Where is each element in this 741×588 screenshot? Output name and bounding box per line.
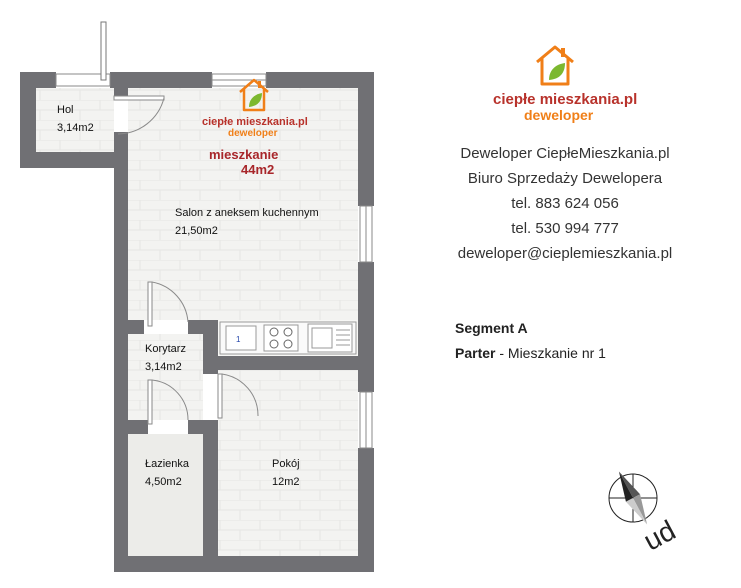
contact-line1: Deweloper CiepłeMieszkania.pl bbox=[460, 145, 670, 162]
entrance-door bbox=[101, 22, 106, 80]
stove-icon bbox=[264, 325, 298, 351]
room-area-korytarz: 3,14m2 bbox=[145, 361, 182, 373]
svg-text:1: 1 bbox=[236, 335, 241, 344]
hol-floor bbox=[36, 88, 114, 152]
segment-floor bbox=[455, 345, 606, 361]
contact-line2: Biuro Sprzedaży Dewelopera bbox=[467, 170, 663, 187]
plan-logo-name: ciepłe mieszkania.pl bbox=[202, 116, 308, 128]
plan-logo-sub: deweloper bbox=[228, 128, 278, 139]
brand-name: ciepłe mieszkania.pl bbox=[493, 91, 638, 108]
room-area-lazienka: 4,50m2 bbox=[145, 476, 182, 488]
segment-title: Segment A bbox=[455, 320, 528, 336]
room-area-pokoj: 12m2 bbox=[272, 476, 300, 488]
segment-floor-rest: - Mieszkanie nr 1 bbox=[495, 345, 606, 361]
room-area-hol: 3,14m2 bbox=[57, 122, 94, 134]
lazienka-floor bbox=[128, 434, 203, 556]
apartment-label: mieszkanie bbox=[209, 147, 279, 162]
contact-phone2: tel. 530 994 777 bbox=[511, 220, 619, 237]
room-name-hol: Hol bbox=[57, 104, 74, 116]
segment-floor-bold: Parter bbox=[455, 345, 496, 361]
room-name-salon: Salon z aneksem kuchennym bbox=[175, 207, 319, 219]
room-name-korytarz: Korytarz bbox=[145, 343, 186, 355]
compass-label-text: pn bbox=[640, 518, 683, 561]
room-name-pokoj: Pokój bbox=[272, 458, 300, 470]
house-leaf-logo-icon bbox=[537, 47, 573, 84]
brand-sub: deweloper bbox=[524, 107, 594, 123]
contact-email: deweloper@cieplemieszkania.pl bbox=[457, 245, 673, 262]
contact-phone1: tel. 883 624 056 bbox=[511, 195, 619, 212]
apartment-area: 44m2 bbox=[241, 162, 275, 177]
room-name-lazienka: Łazienka bbox=[145, 458, 190, 470]
room-area-salon: 21,50m2 bbox=[175, 225, 218, 237]
